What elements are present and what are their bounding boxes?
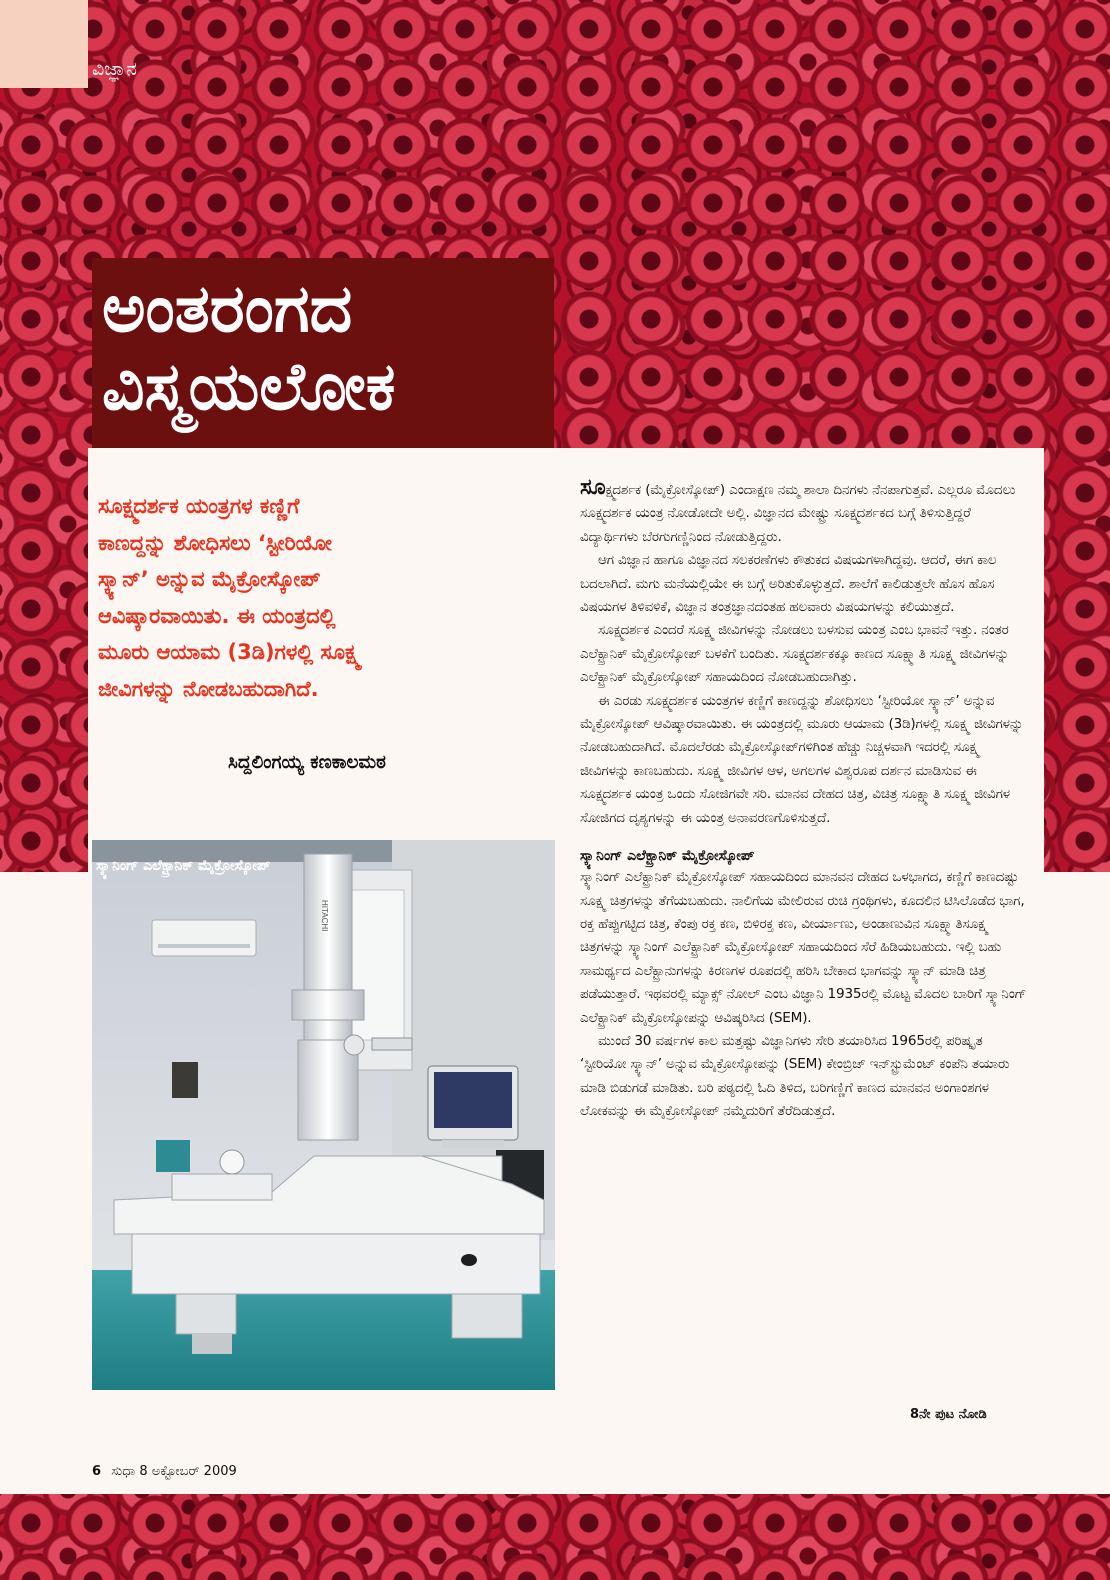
intro-line: ಸ್ಕ್ಯಾನ್’ ಅನ್ನುವ ಮೈಕ್ರೋಸ್ಕೋಪ್: [98, 567, 321, 591]
article-paragraph: ಈ ಎರಡು ಸೂಕ್ಷ್ಮದರ್ಶಕ ಯಂತ್ರಗಳ ಕಣ್ಣಿಗೆ ಕಾಣದ್ದನ್ನು ಶೋಧಿಸಲು ‘ಸ್ಟೀರಿಯೋ ಸ್ಕ್ಯಾನ್’ ಅನ್ನುವ ಮೈಕ್ರೋಸ್ಕೋಪ್ ಆವಿಷ್ಕಾರವಾಯಿತು. ಈ ಯಂತ್ರದಲ್ಲಿ ಮೂರು ಆಯಾಮ (3ಡಿ)ಗಳಲ್ಲಿ ಸೂಕ್ಷ್ಮ ಜೀವಿಗಳನ್ನು ನೋಡಬಹುದಾಗಿದೆ. ಮೊದಲೆರಡು ಮೈಕ್ರೋಸ್ಕೋಪ್‌ಗಳಿಗಿಂತ ಹೆಚ್ಚು ನಿಚ್ಚಳವಾಗಿ ಇದರಲ್ಲಿ ಸೂಕ್ಷ್ಮ ಜೀವಿಗಳನ್ನು ಕಾಣಬಹುದು. ಸೂಕ್ಷ್ಮ ಜೀವಿಗಳ ಆಳ, ಅಗಲಗಳ ವಿಶ್ವರೂಪ ದರ್ಶನ ಮಾಡಿಸುವ ಈ ಸೂಕ್ಷ್ಮದರ್ಶಕ ಯಂತ್ರ ಒಂದು ಸೋಜಿಗವೇ ಸರಿ. ಮಾನವ ದೇಹದ ಚಿತ್ರ, ವಿಚಿತ್ರ ಸೂಕ್ಷ್ಮಾತಿ ಸೂಕ್ಷ್ಮ ಜೀವಿಗಳ ಸೋಜಿಗದ ದೃಶ್ಯಗಳನ್ನು ಈ ಯಂತ್ರ ಅನಾವರಣಗೊಳಿಸುತ್ತದೆ.: [580, 692, 1024, 826]
article-paragraph: ಆಗ ವಿಜ್ಞಾನ ಹಾಗೂ ವಿಜ್ಞಾನದ ಸಲಕರಣೆಗಳು ಕೌತುಕದ ವಿಷಯಗಳಾಗಿದ್ದವು. ಆದರೆ, ಈಗ ಕಾಲ ಬದಲಾಗಿದೆ. ಮಗು ಮನೆಯಲ್ಲಿಯೇ ಈ ಬಗ್ಗೆ ಅರಿತುಕೊಳ್ಳುತ್ತದೆ. ಶಾಲೆಗೆ ಕಾಲಿಡುತ್ತಲೇ ಹೊಸ ಹೊಸ ವಿಷಯಗಳ ತಿಳಿವಳಿಕೆ, ವಿಜ್ಞಾನ ತಂತ್ರಜ್ಞಾನದಂತಹ ಹಲವಾರು ವಿಷಯಗಳನ್ನು ಕಲಿಯುತ್ತದೆ.: [580, 552, 997, 616]
red-blood-cells-footer-strip: [0, 1494, 1110, 1580]
title-line-2: ವಿಸ್ಮಯಲೋಕ: [102, 348, 396, 425]
section-label: ವಿಜ್ಞಾನ: [92, 58, 137, 80]
page-number: 6: [92, 1464, 102, 1479]
intro-line: ಕಾಣದ್ದನ್ನು ಶೋಧಿಸಲು ‘ಸ್ಟೀರಿಯೋ: [98, 530, 332, 555]
corner-tab: [0, 0, 88, 88]
drop-cap: ಸೂ: [580, 475, 606, 500]
page-footer: [92, 1464, 237, 1479]
intro-blurb: [98, 488, 556, 707]
publication-date: ಸುಧಾ 8 ಅಕ್ಟೋಬರ್ 2009: [111, 1464, 237, 1479]
article-subheading: ಸ್ಕ್ಯಾನಿಂಗ್ ಎಲೆಕ್ಟ್ರಾನಿಕ್ ಮೈಕ್ರೋಸ್ಕೋಪ್: [580, 848, 755, 865]
intro-line: ಆವಿಷ್ಕಾರವಾಯಿತು. ಈ ಯಂತ್ರದಲ್ಲಿ: [98, 603, 336, 628]
photo-caption: ಸ್ಕ್ಯಾನಿಂಗ್ ಎಲೆಕ್ಟ್ರಾನಿಕ್ ಮೈಕ್ರೋಸ್ಕೋಪ್: [96, 858, 271, 874]
intro-line: ಮೂರು ಆಯಾಮ (3ಡಿ)ಗಳಲ್ಲಿ ಸೂಕ್ಷ್ಮ: [98, 640, 362, 664]
continued-on-page: 8ನೇ ಪುಟ ನೋಡಿ: [910, 1407, 987, 1422]
microscope-photo: [92, 840, 555, 1390]
intro-line: ಜೀವಿಗಳನ್ನು ನೋಡಬಹುದಾಗಿದೆ.: [98, 676, 319, 701]
author-byline: ಸಿದ್ದಲಿಂಗಯ್ಯ ಕಣಕಾಲಮಠ: [228, 752, 386, 773]
article-paragraph: ಸೂಕ್ಷ್ಮದರ್ಶಕ ಎಂದರೆ ಸೂಕ್ಷ್ಮ ಜೀವಿಗಳನ್ನು ನೋಡಲು ಬಳಸುವ ಯಂತ್ರ ಎಂಬ ಭಾವನೆ ಇತ್ತು. ನಂತರ ಎಲೆಕ್ಟ್ರಾನಿಕ್ ಮೈಕ್ರೋಸ್ಕೋಪ್ ಬಳಕೆಗೆ ಬಂದಿತು. ಸೂಕ್ಷ್ಮದರ್ಶಕಕ್ಕೂ ಕಾಣದ ಸೂಕ್ಷ್ಮಾತಿ ಸೂಕ್ಷ್ಮ ಜೀವಿಗಳನ್ನು ಎಲೆಕ್ಟ್ರಾನಿಕ್ ಮೈಕ್ರೋಸ್ಕೋಪ್ ಸಹಾಯದಿಂದ ನೋಡಬಹುದಾಗಿತ್ತು.: [580, 622, 1010, 686]
brand-label: HITACHI: [320, 900, 329, 932]
paragraph-text: ಕ್ಷ್ಮದರ್ಶಕ (ಮೈಕ್ರೋಸ್ಕೋಪ್) ಎಂದಾಕ್ಷಣ ನಮ್ಮ ಶಾಲಾ ದಿನಗಳು ನೆನಪಾಗುತ್ತವೆ. ಎಲ್ಲರೂ ಮೊದಲು ಸೂಕ್ಷ್ಮದರ್ಶಕ ಯಂತ್ರ ನೋಡೋದೇ ಅಲ್ಲಿ. ವಿಜ್ಞಾನದ ಮೇಷ್ಟ್ರು ಸೂಕ್ಷ್ಮದರ್ಶಕದ ಬಗ್ಗೆ ತಿಳಿಸುತ್ತಿದ್ದರೆ ವಿದ್ಯಾರ್ಥಿಗಳು ಬೆರಗುಗಣ್ಣಿನಿಂದ ನೋಡುತ್ತಿದ್ದರು.: [580, 482, 1016, 545]
title-box: [92, 258, 554, 448]
article-paragraph: ಮುಂದೆ 30 ವರ್ಷಗಳ ಕಾಲ ಮತ್ತಷ್ಟು ವಿಜ್ಞಾನಿಗಳು ಸೇರಿ ತಯಾರಿಸಿದ 1965ರಲ್ಲಿ ಪರಿಷ್ಕೃತ ‘ಸ್ಟೀರಿಯೋ ಸ್ಕ್ಯಾನ್’ ಅನ್ನುವ ಮೈಕ್ರೋಸ್ಕೋಪನ್ನು (SEM) ಕೇಂಬ್ರಿಜ್ ಇನ್‌ಸ್ಟ್ರುಮೆಂಟ್ ಕಂಪೆನಿ ತಯಾರು ಮಾಡಿ ಬಿಡುಗಡೆ ಮಾಡಿತು. ಬರಿ ಪಠ್ಯದಲ್ಲಿ ಓದಿ ತಿಳಿದ, ಬರಿಗಣ್ಣಿಗೆ ಕಾಣದ ಮಾನವನ ಅಂಗಾಂಶಗಳ ಲೋಕವನ್ನು ಈ ಮೈಕ್ರೋಸ್ಕೋಪ್ ನಮ್ಮೆದುರಿಗೆ ತೆರೆದಿಡುತ್ತದೆ.: [580, 1032, 1010, 1120]
article-paragraph: [580, 476, 1032, 549]
intro-line: ಸೂಕ್ಷ್ಮದರ್ಶಕ ಯಂತ್ರಗಳ ಕಣ್ಣಿಗೆ: [98, 494, 300, 518]
article-body: [580, 476, 1032, 1124]
article-paragraph: ಸ್ಕ್ಯಾನಿಂಗ್ ಎಲೆಕ್ಟ್ರಾನಿಕ್ ಮೈಕ್ರೋಸ್ಕೋಪ್ ಸಹಾಯದಿಂದ ಮಾನವನ ದೇಹದ ಒಳಭಾಗದ, ಕಣ್ಣಿಗೆ ಕಾಣದಷ್ಟು ಸೂಕ್ಷ್ಮ ಚಿತ್ರಗಳನ್ನು ತೆಗೆಯಬಹುದು. ನಾಲಿಗೆಯ ಮೇಲಿರುವ ರುಚಿ ಗ್ರಂಥಿಗಳು, ಕೂದಲಿನ ಟಿಸಿಲೊಡೆದ ಭಾಗ, ರಕ್ತ ಹೆಪ್ಪುಗಟ್ಟಿದ ಚಿತ್ರ, ಕೆಂಪು ರಕ್ತ ಕಣ, ಬಿಳಿರಕ್ತ ಕಣ, ವೀರ್ಯಾಣು, ಅಂಡಾಣುವಿನ ಸೂಕ್ಷ್ಮಾತಿಸೂಕ್ಷ್ಮ ಚಿತ್ರಗಳನ್ನು ಸ್ಕ್ಯಾನಿಂಗ್ ಎಲೆಕ್ಟ್ರಾನಿಕ್ ಮೈಕ್ರೋಸ್ಕೋಪ್ ಸಹಾಯದಿಂದ ಸೆರೆ ಹಿಡಿಯಬಹುದು. ಇಲ್ಲಿ ಬಹು ಸಾಮರ್ಥ್ಯದ ಎಲೆಕ್ಟ್ರಾನುಗಳನ್ನು ಕಿರಣಗಳ ರೂಪದಲ್ಲಿ ಹರಿಸಿ ಬೇಕಾದ ಭಾಗವನ್ನು ಸ್ಕ್ಯಾನ್ ಮಾಡಿ ಚಿತ್ರ ಪಡೆಯುತ್ತಾರೆ. ಇಥವರಲ್ಲಿ ಮ್ಯಾಕ್ಸ್ ನೋಲ್ ಎಂಬ ವಿಜ್ಞಾನಿ 1935ರಲ್ಲಿ ಮೊಟ್ಟ ಮೊದಲ ಬಾರಿಗೆ ಸ್ಕ್ಯಾನಿಂಗ್ ಎಲೆಕ್ಟ್ರಾನಿಕ್ ಮೈಕ್ರೋಸ್ಕೋಪನ್ನು ಆವಿಷ್ಕರಿಸಿದ (SEM).: [580, 869, 1027, 1026]
title-line-1: ಅಂತರಂಗದ: [102, 270, 353, 347]
